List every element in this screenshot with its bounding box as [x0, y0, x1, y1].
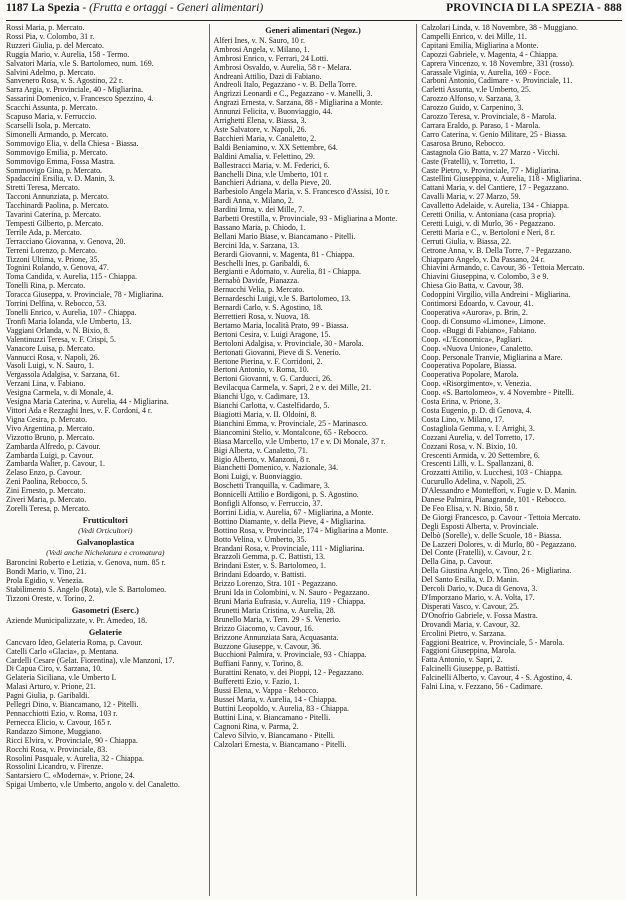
directory-entry: Biasa Marcello, v.le Umberto, 17 e v. Di Monale, 37 r.	[213, 436, 386, 446]
directory-entry: Ballestracci Maria, v. M. Federici, 6.	[213, 160, 330, 170]
directory-entry: Chiesa Gio Batta, v. Cavour, 38.	[421, 281, 524, 291]
directory-entry: Rossolini Licandro, v. Firenze.	[6, 762, 104, 772]
directory-entry: Berrettieri Rosa, v. Nuova, 18.	[213, 312, 311, 321]
directory-entry: Ruggia Mario, v. Aurelia, 158 - Termo.	[6, 49, 130, 59]
directory-entry: Cozzani Aurelia, v. del Torretto, 17.	[421, 432, 535, 442]
directory-entry: Annunzi Felicita, v. Buonviaggio, 44.	[213, 107, 333, 117]
directory-entry: Bacchieri Maria, v. Canaletto, 2.	[213, 133, 317, 143]
directory-entry: Andreanì Attilio, Dazi di Fabiano.	[213, 71, 322, 81]
directory-entry: Capozzi Gabriele, v. Magenta, 4 - Chiappa.	[421, 49, 558, 59]
page-number-left: 1187	[6, 2, 29, 14]
directory-entry: Bevilacqua Carmela, v. Sapri, 2 e v. dei Mille, 21.	[213, 383, 372, 393]
page-header	[6, 2, 622, 21]
directory-entry: Bottino Diamante, v. della Pieve, 4 - Migliarina.	[213, 516, 366, 526]
directory-entry: Carassale Viginia, v. Aurelia, 169 - Foce.	[421, 67, 551, 77]
directory-entry: Caste Pietro, v. Provinciale, 77 - Migliarina.	[421, 165, 561, 175]
section-heading: Generi alimentari (Negoz.)	[265, 26, 361, 35]
directory-entry: Carletti Assunta, v.le Umberto, 25.	[421, 85, 531, 95]
directory-entry: Scapuso Maria, v. Ferruccio.	[6, 112, 97, 122]
directory-entry: Brunello Maria, v. Tern. 29 - S. Venerio.	[213, 614, 341, 624]
directory-entry: Aste Salvatore, v. Napoli, 26.	[213, 124, 307, 134]
directory-entry: Brindani Ester, v. S. Bartolomeo, 1.	[213, 561, 326, 571]
section-heading: Gelaterie	[88, 627, 122, 637]
directory-entry: Scarselli Isola, p. Mercato.	[6, 120, 91, 130]
directory-entry: Costa Eugenio, p. D. di Genova, 4.	[421, 405, 532, 415]
directory-entry: Ricci Elvira, v. Provinciale, 90 - Chiappa.	[6, 735, 138, 745]
directory-entry: Ceretti Luigi, v. di Murlo, 36 - Pegazzano.	[421, 218, 556, 228]
directory-entry: Ambrosi Enrico, v. Ferrari, 24 Lotti.	[213, 53, 329, 63]
directory-entry: Biancomini Stelio, v. Montalcone, 65 - Rebocco.	[213, 427, 368, 437]
directory-entry: Beschelli Ines, p. Garibaldi, 6.	[213, 258, 310, 268]
directory-entry: Banchelli Dina, v.le Umberto, 101 r.	[213, 169, 329, 179]
directory-entry: Sanvenero Rosa, v. S. Agostino, 22 r.	[6, 76, 124, 86]
directory-entry: Stretti Teresa, Mercato.	[6, 183, 80, 193]
city-name: La Spezia	[31, 2, 80, 14]
directory-entry: Bianchetti Domenico, v. Nazionale, 34.	[213, 463, 339, 473]
directory-entry: Faggioni Beatrice, v. Provinciale, 5 - Marola.	[421, 637, 565, 647]
directory-entry: Bertonati Giovanni, Pieve di S. Venerio.	[213, 347, 341, 357]
directory-entry: Calzolari Ernesta, v. Biancamano - Pitelli.	[213, 739, 347, 749]
directory-entry: Pellegri Dino, v. Biancamano, 12 - Pitelli.	[6, 700, 139, 710]
directory-entry: Zambarda Luigi, p. Cavour.	[6, 450, 94, 460]
directory-entry: Chiapparo Angelo, v. Da Passano, 24 r.	[421, 254, 545, 264]
directory-entry: Angrazi Ernesta, v. Sarzana, 88 - Migliarina a Monte.	[213, 98, 383, 108]
section-heading: Gasometri (Eserc.)	[71, 606, 139, 615]
directory-entry: Buzzone Giuseppe, v. Cavour, 36.	[213, 641, 322, 651]
directory-entry: Bigi Alberta, v. Canaletto, 71.	[213, 445, 308, 455]
directory-entry: Bardi Anna, v. Milano, 2.	[213, 196, 294, 206]
directory-entry: Stabilimento S. Angelo (Rota), v.le S. Bartolomeo.	[6, 585, 167, 595]
directory-entry: Castellini Giuseppina, v. Aurelia, 118 - Migliarina.	[421, 174, 582, 184]
directory-entry: Rosolini Pasquale, v. Aurelia, 32 - Chiappa.	[6, 753, 144, 763]
directory-entry: Danese Palmira, Pianagrande, 101 - Rebocco.	[421, 495, 566, 505]
directory-entry: Chiavini Giuseppina, v. Colombo, 3 e 9.	[421, 272, 549, 282]
directory-entry: Vigna Cesira, p. Mercato.	[6, 414, 88, 424]
directory-entry: Cucurullo Adelina, v. Napoli, 25.	[421, 477, 527, 487]
directory-entry: Vivo Argentina, p. Mercato.	[6, 423, 95, 433]
directory-entry: Valentinuzzi Teresa, v. F. Crispi, 5.	[6, 334, 116, 344]
directory-entry: Zelaso Enzo, p. Cavour.	[6, 468, 82, 478]
directory-entry: Degli Esposti Alberta, v. Provinciale.	[421, 521, 539, 531]
directory-entry: Del Conte (Fratelli), v. Cavour, 2 r.	[421, 548, 532, 558]
directory-entry: Ceretti Onilia, v. Antoniana (casa propria).	[421, 210, 556, 220]
directory-entry: Tacchinardi Paolina, p. Mercato.	[6, 201, 109, 211]
directory-entry: Terreni Lorenzo, p. Mercato.	[6, 245, 98, 255]
directory-entry: Barbetti Orestilla, v. Provinciale, 93 - Migliarina a Monte.	[213, 214, 398, 224]
directory-entry: Codoppini Virgilio, villa Andreini - Migliarina.	[421, 290, 571, 300]
directory-entry: Falni Lina, v. Fezzano, 56 - Cadimare.	[421, 682, 543, 692]
directory-entry: Sassarini Domenico, v. Francesco Spezzino, 4.	[6, 94, 154, 104]
directory-entry: Costa Erina, v. Prione, 3.	[421, 397, 501, 407]
directory-entry: Bonnicelli Attilio e Bordigoni, p. S. Agostino.	[213, 490, 359, 500]
section-heading: Galvanoplastica	[76, 537, 135, 547]
directory-entry: Coop. di Consumo «Limone», Limone.	[421, 316, 546, 326]
directory-entry: Terracciano Giovanna, v. Genova, 20.	[6, 236, 126, 246]
directory-entry: Cerruti Giulia, v. Biassa, 22.	[421, 236, 512, 246]
directory-entry: Bussei Maria, v. Aurelia, 14 - Chiappa.	[213, 694, 337, 704]
directory-entry: Cagnoni Rina, v. Parma, 2.	[213, 721, 299, 731]
directory-entry: Botto Velina, v. Umberto, 35.	[213, 534, 307, 544]
directory-entry: Carozzo Guido, v. Carpenino, 3.	[421, 103, 524, 113]
directory-entry: Disperati Vasco, v. Cavour, 25.	[421, 601, 519, 611]
directory-entry: Del Santo Ersilia, v. D. Manin.	[421, 575, 519, 585]
directory-entry: Zambarda Walter, p. Cavour, 1.	[6, 459, 105, 469]
directory-entry: Bertoni Giovanni, v. G. Carducci, 26.	[213, 374, 332, 384]
directory-entry: Aziende Municipalizzate, v. Pr. Amedeo, 18.	[6, 615, 148, 625]
directory-entry: Ruzzeri Giulia, p. del Mercato.	[6, 40, 104, 50]
directory-entry: Bercini Ida, v. Sarzana, 13.	[213, 240, 300, 250]
directory-entry: Bernardeschi Luigi, v.le S. Bartolomeo, 13.	[213, 294, 351, 304]
directory-entry: Biagiotti Maria, v. II. Oldoini, 8.	[213, 409, 317, 419]
directory-entry: Rossi Maria, p. Mercato.	[6, 24, 85, 32]
directory-entry: Coop. «S. Bartolomeo», v. 4 Novembre - Pitelli.	[421, 388, 574, 398]
directory-entry: Boschetti Tranquilla, v. Cadimare, 3.	[213, 481, 330, 491]
directory-entry: Pagni Giulia, p. Garibaldi.	[6, 691, 90, 701]
directory-entry: Brunetti Maria Cristina, v. Aurelia, 28.	[213, 605, 336, 615]
directory-entry: Boni Luigi, v. Buonviaggio.	[213, 472, 303, 482]
directory-entry: Coop. Personale Tranvie, Migliarina a Mare.	[421, 352, 563, 362]
directory-entry: Zini Ernesto, p. Mercato.	[6, 486, 86, 496]
directory-entry: Malasi Arturo, v. Prione, 21.	[6, 682, 96, 692]
directory-entry: Barbesiolo Angela Maria, v. S. Francesco d'Assisi, 10 r.	[213, 187, 390, 197]
directory-entry: Alferi Ines, v. N. Sauro, 10 r.	[213, 35, 305, 45]
directory-entry: Angrizzi Leonardi e C., Pegazzano - v. Manelli, 3.	[213, 89, 373, 99]
directory-entry: Bassano Maria, p. Chiodo, 1.	[213, 222, 306, 232]
directory-entry: Prola Egidio, v. Venezia.	[6, 576, 84, 586]
directory-entry: Bertamo Maria, località Prato, 99 - Biassa.	[213, 320, 349, 330]
column-right	[416, 24, 620, 896]
directory-entry: Pernecca Elicio, v. Cavour, 165 r.	[6, 717, 112, 727]
directory-entry: Bertoni Antonio, v. Roma, 10.	[213, 365, 309, 375]
directory-entry: Calzolari Linda, v. 18 Novembre, 38 - Muggiano.	[421, 24, 578, 32]
directory-entry: Andreoli Italo, Pegazzano - v. B. Della Torre.	[213, 80, 357, 90]
directory-entry: Rossi Pia, v. Colombo, 31 r.	[6, 31, 95, 41]
directory-entry: Banchieri Adriana, v. della Pieve, 20.	[213, 178, 332, 188]
directory-entry: Costagliola Gemma, v. I. Arrighi, 3.	[421, 423, 535, 433]
directory-entry: Cooperativa Popolare, Biassa.	[421, 361, 517, 371]
directory-entry: Randazzo Simone, Muggiano.	[6, 726, 102, 736]
directory-entry: Bondi Mario, v. Tino, 21.	[6, 567, 87, 577]
directory-entry: Dercoli Dario, v. Duca di Genova, 3.	[421, 584, 538, 594]
directory-entry: Crescenti Armida, v. 20 Settembre, 6.	[421, 450, 540, 460]
directory-entry: Bertone Pierina, v. F. Corridoni, 2.	[213, 356, 323, 366]
directory-entry: Caste (Fratelli), v. Torretto, 1.	[421, 156, 516, 166]
directory-entry: Zambarda Alfredo, p. Cavour.	[6, 441, 101, 451]
directory-entry: Castagnola Gio Batta, v. 27 Marzo - Vicchi.	[421, 147, 560, 157]
directory-entry: Di Capua Ciro, v. Sarzana, 10.	[6, 664, 103, 674]
directory-entry: Carrara Eraldo, p. Paraso, 1 - Marola.	[421, 120, 541, 130]
directory-entry: Zorelli Teresa, p. Mercato.	[6, 503, 90, 513]
directory-entry: Cancvaro Ideo, Gelateria Roma, p. Cavour.	[6, 637, 143, 647]
directory-entry: Vesigna Carmela, v. di Monale, 4.	[6, 388, 114, 398]
directory-entry: Ercolini Pietro, v. Sarzana.	[421, 628, 506, 638]
directory-entry: Baroncini Roberto e Letizia, v. Genova, num. 85 r.	[6, 558, 166, 568]
directory-entry: Tizzoni Ultima, v. Prione, 35.	[6, 254, 100, 264]
directory-entry: Calevo Silvio, v. Biancamano - Pitelli.	[213, 730, 336, 740]
directory-entry: D'Alessandro e Monteffori, v. Fugie v. D. Manin.	[421, 486, 577, 496]
directory-entry: Rocchi Rosa, v. Provinciale, 83.	[6, 744, 108, 754]
directory-entry: Crescenti Lilli, v. L. Spallanzani, 8.	[421, 459, 534, 469]
directory-entry: Bernucchi Velia, p. Mercato.	[213, 285, 305, 295]
directory-entry: Tempesti Gilberto, p. Mercato.	[6, 218, 104, 228]
directory-entry: Vaggiani Orlanda, v. N. Bixio, 8.	[6, 325, 110, 335]
directory-entry: Sommovigo Gina, p. Mercato.	[6, 165, 102, 175]
directory-entry: Vesigna Maria Caterina, v. Aurelia, 44 - Migliarina.	[6, 397, 169, 407]
directory-entry: Bellani Mario Biase, v. Biancamano - Pitelli.	[213, 231, 356, 241]
directory-entry: Verzani Lina, v. Fabiano.	[6, 379, 86, 389]
directory-entry: Falcinelli Giuseppe, p. Battisti.	[421, 664, 520, 674]
directory-entry: Ziveri Maria, p. Mercato.	[6, 495, 87, 505]
directory-entry: Vergassola Adalgisa, v. Sarzana, 61.	[6, 370, 120, 380]
directory-entry: Bertoloni Adalgisa, v. Provinciale, 30 - Marola.	[213, 338, 364, 348]
directory-entry: Fatta Antonio, v. Sapri, 2.	[421, 655, 503, 665]
columns	[6, 24, 620, 896]
directory-entry: Catelli Carlo «Glacia», p. Mentana.	[6, 646, 119, 656]
directory-entry: Tognini Rolando, v. Genova, 47.	[6, 263, 109, 273]
category-subtitle: - (Frutta e ortaggi - Generi alimentari)	[82, 2, 264, 14]
directory-entry: Bigio Alberto, v. Manzoni, 8 r.	[213, 454, 311, 464]
directory-entry: Spadaccini Ersilia, v. D. Manin, 3.	[6, 174, 115, 184]
directory-entry: Burattini Renato, v. dei Pioppi, 12 - Pegazzano.	[213, 668, 364, 678]
directory-entry: Tonelli Rina, p. Mercato.	[6, 281, 86, 291]
directory-entry: Brizzone Annunziata Sara, Acquasanta.	[213, 632, 339, 642]
directory-entry: Delbò (Sorelle), v. delle Scuole, 18 - Biassa.	[421, 530, 562, 540]
directory-entry: Bruni Maria Eufrasia, v. Aurelia, 119 - Chiappa.	[213, 597, 366, 606]
directory-entry: Borrini Lidia, v. Aurelia, 67 - Migliarina, a Monte.	[213, 507, 374, 517]
directory-entry: Bianchi Carlotta, v. Castelfidardo, 5.	[213, 401, 330, 411]
directory-entry: Crozzatti Attilio, v. Lucchesi, 103 - Chiappa.	[421, 468, 563, 478]
directory-entry: Cavalletto Adelaide, v. Aurelia, 134 - Chiappa.	[421, 201, 569, 211]
directory-entry: Tronfi Maria Iolanda, v.le Umberto, 13.	[6, 316, 132, 326]
directory-entry: Della Gina, p. Cavour.	[421, 557, 493, 567]
directory-entry: Faggioni Giuseppina, Marola.	[421, 646, 517, 656]
header-left	[6, 2, 263, 14]
directory-entry: Cavalli Maria, v. 27 Marzo, 59.	[421, 192, 521, 202]
directory-entry: D'Imporzano Mario, v. A. Volta, 17.	[421, 593, 535, 602]
directory-entry: Terrile Ada, p. Mercato.	[6, 227, 82, 237]
section-note: (Vedi Orticultori)	[78, 525, 133, 535]
directory-entry: Vasoli Luigi, v. N. Sauro, 1.	[6, 361, 95, 371]
directory-entry: Baldi Beniamino, v. XX Settembre, 64.	[213, 142, 338, 152]
directory-entry: Chiavini Armando, c. Cavour, 36 - Tettoia Mercato.	[421, 263, 585, 273]
directory-entry: Baldini Amalia, v. Felettino, 29.	[213, 151, 315, 161]
directory-entry: Sommovigo Emilia, p. Mercato.	[6, 147, 108, 157]
directory-entry: Cetrone Anna, v. B. Della Torre, 7 - Pegazzano.	[421, 245, 572, 255]
directory-entry: Vannucci Rosa, v. Napoli, 26.	[6, 352, 100, 362]
directory-entry: Capitani Emilia, Migliarina a Monte.	[421, 40, 539, 50]
directory-entry: Bottino Rosa, v. Provinciale, 174 - Migliarina a Monte.	[213, 525, 389, 535]
directory-entry: Bernardi Carlo, v. S. Agostino, 18.	[213, 303, 323, 313]
directory-entry: Tacconi Annunziata, p. Mercato.	[6, 192, 109, 202]
directory-entry: Cozzani Rosa, v. N. Bixio, 10.	[421, 441, 518, 451]
directory-entry: Coop. «Nuova Unione», Canaletto.	[421, 343, 533, 353]
directory-entry: Casarosa Bruno, Rebocco.	[421, 138, 506, 148]
directory-entry: Coop. «L'Economica», Pagliari.	[421, 334, 523, 344]
directory-entry: Bonfigli Alfonso, v. Ferruccio, 37.	[213, 499, 323, 509]
directory-entry: Santarsiero C. «Moderna», v. Prione, 24.	[6, 771, 135, 781]
directory-entry: Ambrosi Osvaldo, v. Aurelia, 58 r - Melara.	[213, 62, 352, 72]
directory-entry: Bardini Irma, v. dei Mille, 7.	[213, 205, 305, 215]
directory-entry: Cooperativa «Aurora», p. Brin, 2.	[421, 308, 528, 317]
page-number-right: - 888	[597, 2, 622, 14]
directory-entry: De Giorgi Francesco, p. Cavour - Tettoia Mercato.	[421, 512, 581, 522]
directory-entry: Vanacore Luisa, p. Mercato.	[6, 343, 95, 353]
directory-entry: Cardelli Cesare (Gelat. Fiorentina), v.le Manzoni, 17.	[6, 655, 175, 665]
directory-entry: Bucchioni Palmira, v. Provinciale, 93 - Chiappa.	[213, 650, 367, 660]
directory-entry: Spigai Umberto, v.le Umberto, angolo v. del Canaletto.	[6, 780, 180, 790]
directory-entry: De Lazzeri Dolores, v. di Murlo, 80 - Pegazzano.	[421, 539, 577, 549]
directory-entry: Costa Lino, v. Milano, 17.	[421, 414, 505, 424]
directory-entry: Carozzo Teresa, v. Provinciale, 8 - Marola.	[421, 112, 557, 122]
directory-entry: Sarra Argia, v. Provinciale, 40 - Migliarina.	[6, 85, 143, 95]
directory-entry: Brindani Edoardo, v. Battisti.	[213, 570, 307, 580]
directory-entry: Toracca Giuseppa, v. Provinciale, 78 - Migliarina.	[6, 290, 164, 300]
directory-entry: Bertoni Cesira, v. Luigi Aragone, 15.	[213, 329, 331, 339]
directory-entry: De Feo Elisa, v. N. Bixio, 58 r.	[421, 503, 519, 513]
directory-entry: D'Onofrio Gabriele, v. Fossa Mastra.	[421, 610, 538, 620]
directory-entry: Tizzoni Oreste, v. Torino, 2.	[6, 594, 95, 604]
directory-entry: Arrighetti Elena, v. Biassa, 3.	[213, 116, 307, 126]
directory-entry: Caprera Vincenzo, v. 18 Novembre, 331 (rosso).	[421, 58, 575, 68]
directory-entry: Falcinelli Alberto, v. Cavour, 4 - S. Agostino, 4.	[421, 673, 573, 683]
directory-entry: Bufferetti Ezio, v. Fazio, 1.	[213, 677, 300, 687]
directory-entry: Brandani Rosa, v. Provinciale, 111 - Migliarina.	[213, 543, 365, 553]
directory-entry: Campelli Enrico, v. dei Mille, 11.	[421, 31, 527, 41]
directory-entry: Carro Caterina, v. Genio Militare, 25 - Biassa.	[421, 129, 567, 139]
directory-entry: Sommovigo Emma, Fossa Mastra.	[6, 156, 115, 166]
directory-entry: Pennacchiotti Ezio, v. Roma, 103 r.	[6, 708, 118, 718]
directory-entry: Vittori Ada e Rezzaghi Ines, v. F. Cordoni, 4 r.	[6, 405, 153, 415]
directory-entry: Drovandi Maria, v. Cavour, 32.	[421, 619, 521, 629]
directory-entry: Sommovigo Elia, v. della Chiesa - Biassa.	[6, 138, 139, 148]
section-heading: Frutticultori	[82, 515, 128, 525]
directory-entry: Buttini Leopoldo, v. Aurelia, 83 - Chiappa.	[213, 703, 350, 713]
directory-entry: Cattani Maria, v. del Cantiere, 17 - Pegazzano.	[421, 183, 569, 193]
section-note: (Vedi anche Nichelatura e cromatura)	[46, 547, 165, 557]
directory-entry: Contimorsi Edoardo, v. Cavour, 41.	[421, 299, 534, 309]
directory-entry: Toma Candida, v. Aurelia, 115 - Chiappa.	[6, 272, 137, 282]
directory-entry: Bernabò Davide, Pianazza.	[213, 276, 300, 286]
directory-entry: Berardi Giovanni, v. Magenta, 81 - Chiappa.	[213, 249, 355, 259]
column-middle	[209, 24, 413, 896]
directory-entry: Della Giustina Angelo, v. Tino, 26 - Migliarina.	[421, 566, 572, 576]
directory-entry: Cooperativa Popolare, Marola.	[421, 370, 519, 380]
directory-entry: Bergianti e Adornato, v. Aurelia, 81 - Chiappa.	[213, 267, 361, 277]
directory-entry: Bianchi Ugo, v. Cadimare, 13.	[213, 392, 310, 402]
directory-entry: Salvatori Maria, v.le S. Bartolomeo, num. 169.	[6, 58, 154, 68]
directory-entry: Buffiani Fanny, v. Torino, 8.	[213, 659, 303, 669]
column-left	[6, 24, 205, 896]
directory-entry: Ambrosi Angela, v. Milano, 1.	[213, 44, 310, 54]
directory-entry: Salvini Adelmo, p. Mercato.	[6, 67, 96, 77]
directory-entry: Vizzotto Bruno, p. Mercato.	[6, 432, 95, 442]
province-title: PROVINCIA DI LA SPEZIA	[446, 2, 594, 14]
directory-entry: Bussi Elena, v. Vappa - Rebocco.	[213, 686, 319, 696]
directory-entry: Tonelli Enrico, v. Aurelia, 107 - Chiappa.	[6, 308, 137, 317]
directory-entry: Tavarini Caterina, p. Mercato.	[6, 210, 101, 220]
directory-entry: Bianchini Emma, v. Provinciale, 25 - Marinasco.	[213, 418, 368, 428]
header-right	[446, 2, 622, 14]
directory-entry: Coop. «Buggi di Fabiano», Fabiano.	[421, 325, 537, 335]
directory-entry: Ceretti Maria e C., v. Bertoloni e Neri, 8 r.	[421, 227, 555, 237]
directory-entry: Brizzo Lorenzo, Stra. 101 - Pegazzano.	[213, 579, 338, 589]
directory-entry: Torrini Delfina, v. Rebocco, 53.	[6, 299, 107, 309]
directory-entry: Simonelli Armando, p. Mercato.	[6, 129, 109, 139]
directory-entry: Gelateria Siciliana, v.le Umberto I.	[6, 673, 117, 683]
directory-entry: Zeni Paolina, Rebocco, 5.	[6, 477, 88, 487]
directory-entry: Brazzoli Gemma, p. C. Battisti, 13.	[213, 552, 325, 562]
directory-entry: Bruni Ida in Colombini, v. N. Sauro - Pegazzano.	[213, 588, 370, 598]
directory-entry: Coop. «Risorgimento», v. Venezia.	[421, 379, 532, 389]
directory-entry: Brizzo Giacomo, v. Cavour, 16.	[213, 623, 314, 633]
directory-entry: Carbonì Antonio, Cadimare - v. Provinciale, 11.	[421, 76, 573, 86]
directory-entry: Buttini Lina, v. Biancamano - Pitelli.	[213, 712, 331, 722]
directory-entry: Carozzo Alfonso, v. Sarzana, 3.	[421, 94, 521, 104]
directory-entry: Scacchi Assunta, p. Mercato.	[6, 103, 98, 113]
